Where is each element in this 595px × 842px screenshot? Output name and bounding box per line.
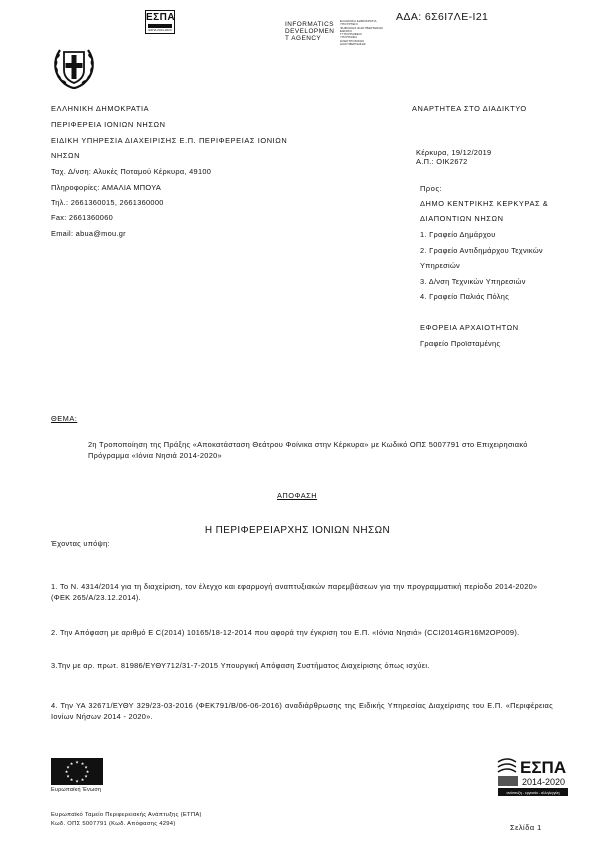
sender-phone: Τηλ.: 2661360015, 2661360000 [51, 198, 164, 207]
eu-caption: Ευρωπαϊκή Ένωση [51, 787, 102, 793]
recipient-org-1: ΔΗΜΟ ΚΕΝΤΡΙΚΗΣ ΚΕΡΚΥΡΑΣ & [420, 199, 549, 208]
ida-small-line: ΥΠΟΓΡΑΦΗ [340, 35, 357, 40]
ida-small-line: ΨΗΦΙΑΚΗΣ ΔΙΑΚΥΒΕΡΝΗΣΗΣ [340, 25, 384, 30]
svg-text:★: ★ [69, 777, 74, 782]
doc-protocol: Α.Π.: ΟΙΚ2672 [416, 157, 468, 166]
recipient-org-1b: ΔΙΑΠΟΝΤΙΩΝ ΝΗΣΩΝ [420, 214, 504, 223]
ida-small-line: ΤΥΠΟΓΡΑΦΕΙΟ [340, 32, 363, 37]
sender-info: Πληροφορίες: ΑΜΑΛΙΑ ΜΠΟΥΑ [51, 183, 162, 192]
recipient-item-1: 1. Γραφείο Δημάρχου [420, 230, 496, 239]
eu-flag-icon [51, 758, 103, 785]
paragraph-1: 1. Το Ν. 4314/2014 για τη διαχείριση, τον έλεγχο και εφαρμογή αναπτυξιακών παρεμβάσεων για την προγραμματική περίοδο 2014-2020» (ΦΕΚ 265/Α/23.12.2014). [51, 582, 538, 602]
decision-label: ΑΠΟΦΑΣΗ [277, 491, 318, 500]
sender-email[interactable]: Email: abua@mou.gr [51, 229, 126, 238]
recipient-item-2b: Υπηρεσιών [420, 261, 461, 270]
espa-logo-top [145, 10, 175, 34]
svg-text:★: ★ [69, 761, 74, 766]
svg-text:★: ★ [80, 761, 85, 766]
recipients-label: Προς: [420, 184, 443, 193]
recipient-item-3: 3. Δ/νση Τεχνικών Υπηρεσιών [420, 277, 526, 286]
footer-fund: Ευρωπαϊκό Ταμείο Περιφερειακής Ανάπτυξης (ΕΤΠΑ) [51, 812, 202, 818]
ada-code: ΑΔΑ: 6Σ6Ι7ΛΕ-Ι21 [396, 11, 489, 23]
recipient-org-2b: Γραφείο Προϊσταμένης [420, 339, 501, 348]
sender-line-3: ΕΙΔΙΚΗ ΥΠΗΡΕΣΙΑ ΔΙΑΧΕΙΡΙΣΗΣ Ε.Π. ΠΕΡΙΦΕΡΕΙΑΣ ΙΟΝΙΩΝ [51, 136, 288, 145]
svg-text:★: ★ [66, 773, 70, 779]
subject-text: 2η Τροποποίηση της Πράξης «Αποκατάσταση Θεάτρου Φοίνικα στην Κέρκυρα» με Κωδικό ΟΠΣ 5007791 στο Επιχειρησιακό Πρόγραμμα «Ιόνια Νησιά 2014-2020» [88, 440, 528, 460]
ida-small-line: ΥΠΟΥΡΓΕΙΟ [340, 22, 358, 27]
sender-address: Ταχ. Δ/νση: Αλυκές Ποταμού Κέρκυρα, 49100 [51, 167, 212, 176]
recipient-item-2: 2. Γραφείο Αντιδημάρχου Τεχνικών [420, 246, 543, 255]
svg-text:★: ★ [80, 777, 85, 782]
paragraph-4: 4. Την ΥΑ 32671/ΕΥΘΥ 329/23-03-2016 (ΦΕΚ791/Β/06-06-2016) αναδιάρθρωσης της Ειδικής Υπηρεσίας Διαχείρισης του Ε.Π. «Περιφέρειας Ιονίων Νήσων 2014 - 2020». [51, 701, 553, 721]
paragraph-3: 3.Την με αρ. πρωτ. 81986/ΕΥΘΥ712/31-7-2015 Υπουργική Απόφαση Συστήματος Διαχείρισης όπως ισχύει. [51, 661, 430, 670]
ida-small-text [340, 20, 383, 46]
espa-logo-sub: ΕΣΠΑ 2014-2020 [148, 28, 172, 32]
ida-logo-text [285, 21, 334, 43]
espa-bottom-slogan: ανάπτυξη - εργασία - αλληλεγγύη [506, 791, 560, 795]
ida-small-line: ΕΛΛΗΝΙΚΗ ΔΗΜΟΚΡΑΤΙΑ [340, 19, 377, 23]
svg-text:★: ★ [85, 769, 90, 774]
svg-text:★: ★ [75, 778, 79, 784]
recipient-org-2: ΕΦΟΡΕΙΑ ΑΡΧΑΙΟΤΗΤΩΝ [420, 323, 519, 332]
ida-line-1: INFORMATICS [285, 21, 335, 28]
ida-line-3: T AGENCY [285, 35, 322, 43]
espa-logo-bottom [496, 754, 570, 800]
espa-bottom-years: 2014-2020 [522, 777, 566, 787]
ida-line-2: DEVELOPMEN [285, 28, 335, 36]
recipient-item-4: 4. Γραφείο Παλιάς Πόλης [420, 292, 510, 301]
sender-line-2: ΠΕΡΙΦΕΡΕΙΑ ΙΟΝΙΩΝ ΝΗΣΩΝ [51, 120, 166, 129]
svg-text:★: ★ [84, 773, 88, 779]
espa-logo-text: ΕΣΠΑ [146, 12, 176, 23]
considering-label: Έχοντας υπόψη: [51, 539, 110, 548]
svg-text:★: ★ [75, 759, 79, 765]
footer-code: Κωδ. ΟΠΣ 5007791 (Κωδ. Απόφασης 4294) [51, 821, 176, 827]
decision-heading: Η ΠΕΡΙΦΕΡΕΙΑΡΧΗΣ ΙΟΝΙΩΝ ΝΗΣΩΝ [204, 525, 391, 536]
sender-fax: Fax: 2661360060 [51, 213, 114, 222]
doc-date: Κέρκυρα, 19/12/2019 [416, 148, 492, 157]
subject-label: ΘΕΜΑ: [51, 414, 78, 423]
page-number: Σελίδα 1 [510, 823, 542, 832]
ida-small-line: ΗΛΕΚΤΡΟΝΙΚΗΣ [340, 38, 365, 43]
svg-text:★: ★ [66, 764, 70, 770]
espa-bottom-big: ΕΣΠΑ [520, 758, 567, 777]
paragraph-2: 2. Την Απόφαση με αριθμό Ε C(2014) 10165/18-12-2014 που αφορά την έγκριση του Ε.Π. «Ιόνια Νησιά» (CCI2014GR16M2OP009). [51, 628, 520, 637]
ida-small-line: ΔΙΑΚΥΒΕΡΝΗΣΗΣ [340, 42, 366, 47]
ida-small-line: ΕΘΝΙΚΟ [340, 28, 352, 33]
svg-text:★: ★ [84, 764, 88, 770]
post-note: ΑΝΑΡΤΗΤΕΑ ΣΤΟ ΔΙΑΔΙΚΤΥΟ [412, 104, 527, 113]
greek-emblem-icon [51, 40, 97, 90]
sender-line-4: ΝΗΣΩΝ [51, 151, 81, 160]
svg-text:★: ★ [64, 769, 69, 774]
sender-line-1: ΕΛΛΗΝΙΚΗ ΔΗΜΟΚΡΑΤΙΑ [51, 104, 150, 113]
